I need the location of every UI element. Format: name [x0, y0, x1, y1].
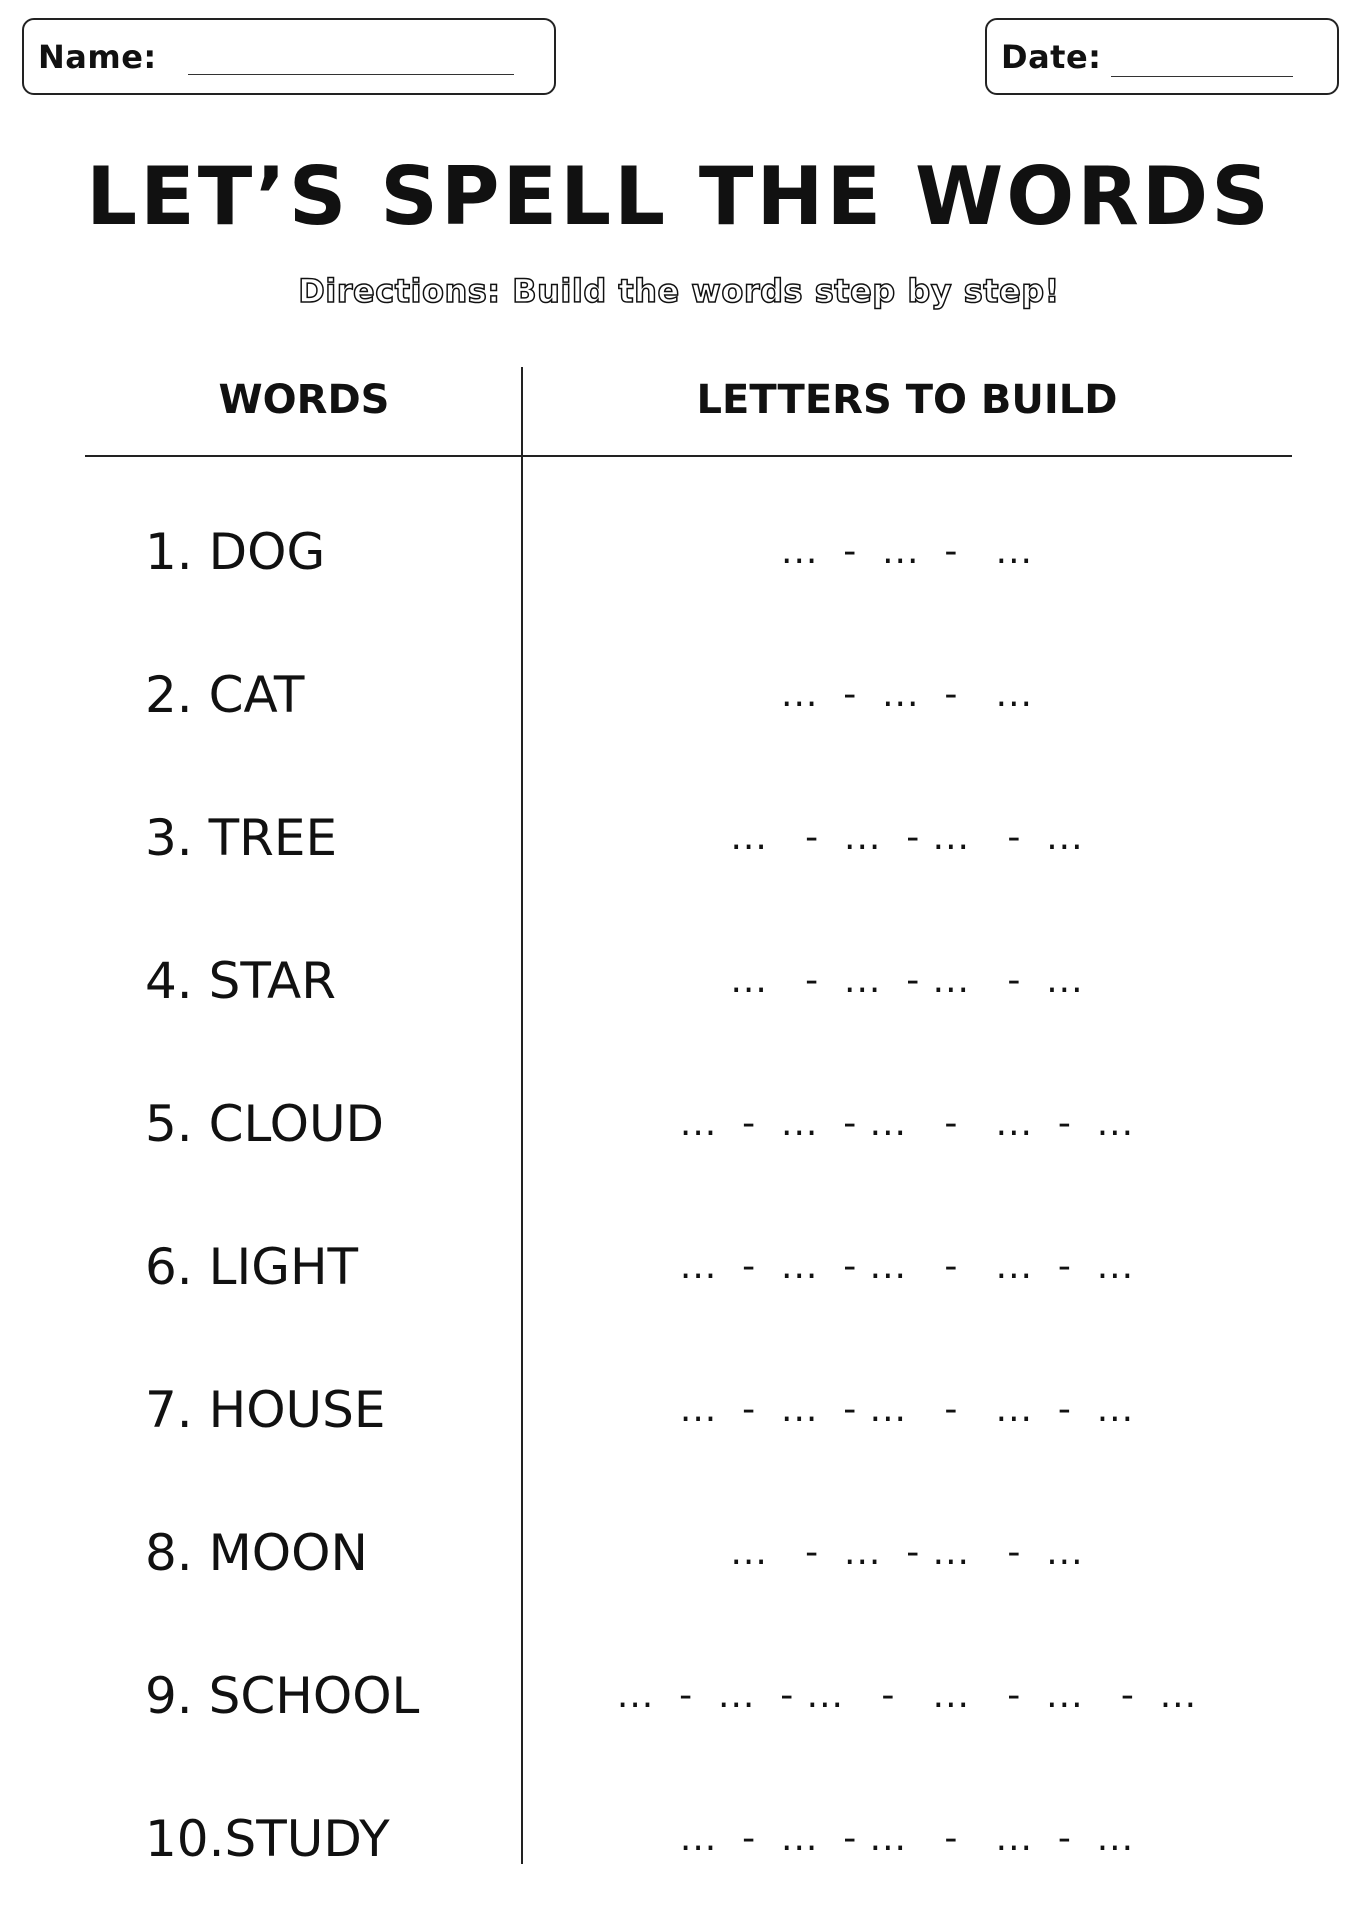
- letter-blanks[interactable]: ... - ... - ... - ...: [730, 960, 1084, 1001]
- word-label: 5. CLOUD: [145, 1095, 385, 1153]
- page-title: LET’S SPELL THE WORDS: [86, 150, 1272, 243]
- word-row: [0, 502, 1358, 602]
- date-label: Date:: [1001, 37, 1102, 76]
- date-field-box[interactable]: [985, 18, 1339, 95]
- column-header-words: WORDS: [218, 377, 390, 423]
- letter-blanks[interactable]: ... - ... - ... - ...: [730, 1532, 1084, 1573]
- word-row: [0, 645, 1358, 745]
- word-row: [0, 1360, 1358, 1460]
- word-label: 1. DOG: [145, 523, 326, 581]
- header-divider: [85, 455, 1292, 457]
- word-label: 8. MOON: [145, 1524, 368, 1582]
- directions: Directions: Build the words step by step!: [298, 272, 1060, 310]
- word-label: 6. LIGHT: [145, 1238, 359, 1296]
- date-write-line[interactable]: [1111, 76, 1293, 77]
- name-write-line[interactable]: [188, 74, 514, 75]
- word-row: [0, 1503, 1358, 1603]
- word-row: [0, 1789, 1358, 1889]
- word-row: [0, 931, 1358, 1031]
- word-label: 9. SCHOOL: [145, 1667, 420, 1725]
- word-label: 4. STAR: [145, 952, 336, 1010]
- letter-blanks[interactable]: ... - ... - ... - ... - ...: [679, 1389, 1135, 1430]
- letter-blanks[interactable]: ... - ... - ... - ...: [730, 817, 1084, 858]
- column-header-letters: LETTERS TO BUILD: [696, 377, 1118, 423]
- letter-blanks[interactable]: ... - ... - ... - ... - ...: [679, 1103, 1135, 1144]
- name-label: Name:: [38, 37, 157, 76]
- word-label: 7. HOUSE: [145, 1381, 386, 1439]
- word-label: 3. TREE: [145, 809, 338, 867]
- letter-blanks[interactable]: ... - ... - ...: [781, 674, 1033, 715]
- word-row: [0, 1074, 1358, 1174]
- name-field-box[interactable]: [22, 18, 556, 95]
- word-label: 10.STUDY: [145, 1810, 390, 1868]
- letter-blanks[interactable]: ... - ... - ...: [781, 531, 1033, 572]
- word-row: [0, 788, 1358, 888]
- letter-blanks[interactable]: ... - ... - ... - ... - ...: [679, 1818, 1135, 1859]
- word-row: [0, 1646, 1358, 1746]
- word-row: [0, 1217, 1358, 1317]
- word-label: 2. CAT: [145, 666, 305, 724]
- letter-blanks[interactable]: ... - ... - ... - ... - ...: [679, 1246, 1135, 1287]
- letter-blanks[interactable]: ... - ... - ... - ... - ... - ...: [616, 1675, 1198, 1716]
